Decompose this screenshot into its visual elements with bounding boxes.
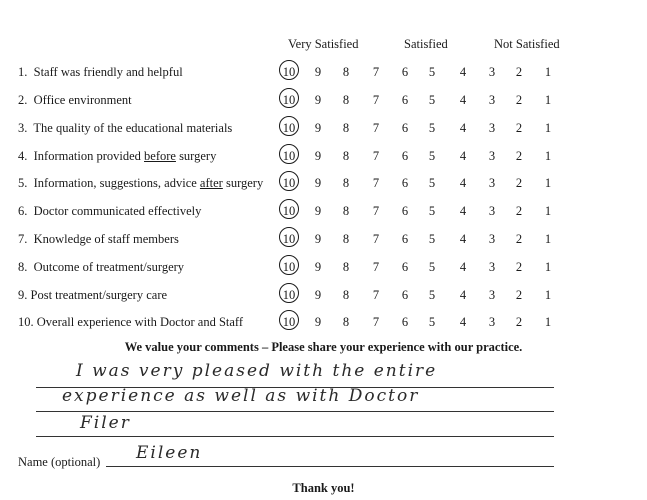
rating-option-4[interactable]: 4 [459, 204, 467, 218]
label-text: 4. Information provided [18, 149, 145, 163]
rating-option-7[interactable]: 7 [372, 176, 380, 190]
rating-option-10[interactable]: 10 [282, 260, 296, 274]
rating-option-5[interactable]: 5 [428, 176, 436, 190]
rating-option-1[interactable]: 1 [544, 232, 552, 246]
label-text-end: surgery [175, 149, 217, 163]
rating-option-9[interactable]: 9 [314, 65, 322, 79]
name-handwriting[interactable]: Eileen [136, 443, 203, 463]
rating-option-3[interactable]: 3 [488, 65, 496, 79]
rating-option-4[interactable]: 4 [459, 260, 467, 274]
rating-option-10[interactable]: 10 [282, 65, 296, 79]
name-line [106, 466, 554, 467]
rating-option-4[interactable]: 4 [459, 121, 467, 135]
rating-option-8[interactable]: 8 [342, 176, 350, 190]
survey-item-row [0, 286, 647, 306]
rating-option-3[interactable]: 3 [488, 204, 496, 218]
rating-option-8[interactable]: 8 [342, 260, 350, 274]
label-text: 6. Doctor communicated effectively [18, 204, 202, 218]
rating-option-5[interactable]: 5 [428, 260, 436, 274]
rating-option-3[interactable]: 3 [488, 121, 496, 135]
rating-option-2[interactable]: 2 [515, 176, 523, 190]
rating-option-5[interactable]: 5 [428, 232, 436, 246]
survey-item-row [0, 91, 647, 111]
rating-option-5[interactable]: 5 [428, 121, 436, 135]
rating-option-1[interactable]: 1 [544, 65, 552, 79]
survey-item-label [18, 232, 179, 247]
rating-option-10[interactable]: 10 [282, 315, 296, 329]
header-very-satisfied: Very Satisfied [288, 37, 359, 51]
header-satisfied: Satisfied [404, 37, 448, 51]
rating-option-1[interactable]: 1 [544, 149, 552, 163]
rating-option-10[interactable]: 10 [282, 288, 296, 302]
rating-option-9[interactable]: 9 [314, 93, 322, 107]
rating-option-6[interactable]: 6 [401, 288, 409, 302]
rating-option-6[interactable]: 6 [401, 315, 409, 329]
rating-option-9[interactable]: 9 [314, 176, 322, 190]
survey-item-row [0, 258, 647, 278]
selected-rating-circle [279, 255, 299, 275]
rating-option-1[interactable]: 1 [544, 204, 552, 218]
rating-option-2[interactable]: 2 [515, 65, 523, 79]
label-text: 1. Staff was friendly and helpful [18, 65, 183, 79]
survey-item-row [0, 174, 647, 194]
rating-option-5[interactable]: 5 [428, 204, 436, 218]
rating-option-2[interactable]: 2 [515, 121, 523, 135]
survey-item-label [18, 315, 243, 330]
selected-rating-circle [279, 88, 299, 108]
rating-option-6[interactable]: 6 [401, 121, 409, 135]
rating-option-9[interactable]: 9 [314, 288, 322, 302]
rating-option-1[interactable]: 1 [544, 315, 552, 329]
survey-item-label [18, 93, 132, 108]
selected-rating-circle [279, 199, 299, 219]
rating-option-1[interactable]: 1 [544, 93, 552, 107]
rating-option-7[interactable]: 7 [372, 65, 380, 79]
rating-option-6[interactable]: 6 [401, 176, 409, 190]
rating-option-5[interactable]: 5 [428, 149, 436, 163]
label-text: 5. Information, suggestions, advice [18, 176, 200, 190]
rating-option-6[interactable]: 6 [401, 232, 409, 246]
rating-option-8[interactable]: 8 [342, 315, 350, 329]
rating-option-1[interactable]: 1 [544, 260, 552, 274]
rating-option-2[interactable]: 2 [515, 288, 523, 302]
rating-option-9[interactable]: 9 [314, 121, 322, 135]
rating-option-2[interactable]: 2 [515, 204, 523, 218]
rating-option-4[interactable]: 4 [459, 232, 467, 246]
selected-rating-circle [279, 227, 299, 247]
rating-option-8[interactable]: 8 [342, 204, 350, 218]
survey-item-label [18, 288, 167, 303]
label-text: 3. The quality of the educational materials [18, 121, 233, 135]
rating-option-10[interactable]: 10 [282, 176, 296, 190]
rating-option-2[interactable]: 2 [515, 93, 523, 107]
selected-rating-circle [279, 144, 299, 164]
label-text: 2. Office environment [18, 93, 132, 107]
rating-option-1[interactable]: 1 [544, 176, 552, 190]
rating-option-4[interactable]: 4 [459, 65, 467, 79]
rating-option-7[interactable]: 7 [372, 204, 380, 218]
survey-item-row [0, 63, 647, 83]
thank-you-text: Thank you! [292, 481, 355, 495]
rating-option-2[interactable]: 2 [515, 315, 523, 329]
rating-option-9[interactable]: 9 [314, 260, 322, 274]
rating-option-8[interactable]: 8 [342, 149, 350, 163]
label-text: 7. Knowledge of staff members [18, 232, 179, 246]
label-text: 10. Overall experience with Doctor and Staff [18, 315, 244, 329]
rating-option-3[interactable]: 3 [488, 315, 496, 329]
rating-option-5[interactable]: 5 [428, 65, 436, 79]
rating-option-9[interactable]: 9 [314, 149, 322, 163]
rating-option-8[interactable]: 8 [342, 65, 350, 79]
rating-option-6[interactable]: 6 [401, 260, 409, 274]
rating-option-4[interactable]: 4 [459, 315, 467, 329]
rating-option-7[interactable]: 7 [372, 121, 380, 135]
rating-option-6[interactable]: 6 [401, 65, 409, 79]
label-text-end: surgery [222, 176, 264, 190]
selected-rating-circle [279, 116, 299, 136]
label-emphasis: before [144, 149, 176, 163]
rating-option-4[interactable]: 4 [459, 288, 467, 302]
comment-line-2 [36, 411, 554, 412]
rating-option-8[interactable]: 8 [342, 232, 350, 246]
rating-option-10[interactable]: 10 [282, 121, 296, 135]
header-not-satisfied: Not Satisfied [494, 37, 560, 51]
survey-item-label [18, 121, 232, 136]
rating-option-9[interactable]: 9 [314, 232, 322, 246]
survey-item-row [0, 119, 647, 139]
rating-option-1[interactable]: 1 [544, 121, 552, 135]
rating-option-10[interactable]: 10 [282, 232, 296, 246]
rating-option-7[interactable]: 7 [372, 149, 380, 163]
label-emphasis: after [199, 176, 223, 190]
rating-option-7[interactable]: 7 [372, 260, 380, 274]
selected-rating-circle [279, 283, 299, 303]
rating-option-9[interactable]: 9 [314, 204, 322, 218]
selected-rating-circle [279, 310, 299, 330]
label-text: 9. Post treatment/surgery care [18, 288, 168, 302]
rating-option-7[interactable]: 7 [372, 288, 380, 302]
rating-option-5[interactable]: 5 [428, 288, 436, 302]
rating-option-4[interactable]: 4 [459, 176, 467, 190]
rating-option-7[interactable]: 7 [372, 93, 380, 107]
survey-item-label [18, 65, 183, 80]
rating-option-3[interactable]: 3 [488, 93, 496, 107]
survey-item-label [18, 204, 201, 219]
rating-option-10[interactable]: 10 [282, 149, 296, 163]
rating-option-8[interactable]: 8 [342, 288, 350, 302]
rating-option-2[interactable]: 2 [515, 260, 523, 274]
rating-option-2[interactable]: 2 [515, 232, 523, 246]
comment-handwriting-2[interactable]: experience as well as with Doctor [62, 386, 420, 406]
survey-item-label [18, 149, 216, 164]
survey-item-row [0, 230, 647, 250]
rating-option-1[interactable]: 1 [544, 288, 552, 302]
rating-option-3[interactable]: 3 [488, 232, 496, 246]
rating-option-3[interactable]: 3 [488, 288, 496, 302]
rating-option-3[interactable]: 3 [488, 149, 496, 163]
rating-option-10[interactable]: 10 [282, 93, 296, 107]
comment-line-3 [36, 436, 554, 437]
survey-item-row [0, 147, 647, 167]
selected-rating-circle [279, 60, 299, 80]
survey-item-label [18, 176, 263, 191]
rating-option-5[interactable]: 5 [428, 93, 436, 107]
rating-option-2[interactable]: 2 [515, 149, 523, 163]
comment-handwriting-1[interactable]: I was very pleased with the entire [76, 361, 438, 381]
selected-rating-circle [279, 171, 299, 191]
name-label: Name (optional) [18, 455, 101, 469]
comment-handwriting-3[interactable]: Filer [80, 413, 131, 433]
rating-option-4[interactable]: 4 [459, 93, 467, 107]
survey-item-row [0, 202, 647, 222]
rating-option-6[interactable]: 6 [401, 149, 409, 163]
rating-option-3[interactable]: 3 [488, 260, 496, 274]
survey-item-row [0, 313, 647, 333]
rating-option-6[interactable]: 6 [401, 93, 409, 107]
rating-option-9[interactable]: 9 [314, 315, 322, 329]
survey-item-label [18, 260, 184, 275]
rating-option-4[interactable]: 4 [459, 149, 467, 163]
rating-option-10[interactable]: 10 [282, 204, 296, 218]
rating-option-6[interactable]: 6 [401, 204, 409, 218]
rating-option-8[interactable]: 8 [342, 121, 350, 135]
label-text: 8. Outcome of treatment/surgery [18, 260, 185, 274]
rating-option-7[interactable]: 7 [372, 315, 380, 329]
rating-option-8[interactable]: 8 [342, 93, 350, 107]
comments-header: We value your comments – Please share your experience with our practice. [124, 340, 523, 354]
rating-option-3[interactable]: 3 [488, 176, 496, 190]
rating-option-5[interactable]: 5 [428, 315, 436, 329]
rating-option-7[interactable]: 7 [372, 232, 380, 246]
